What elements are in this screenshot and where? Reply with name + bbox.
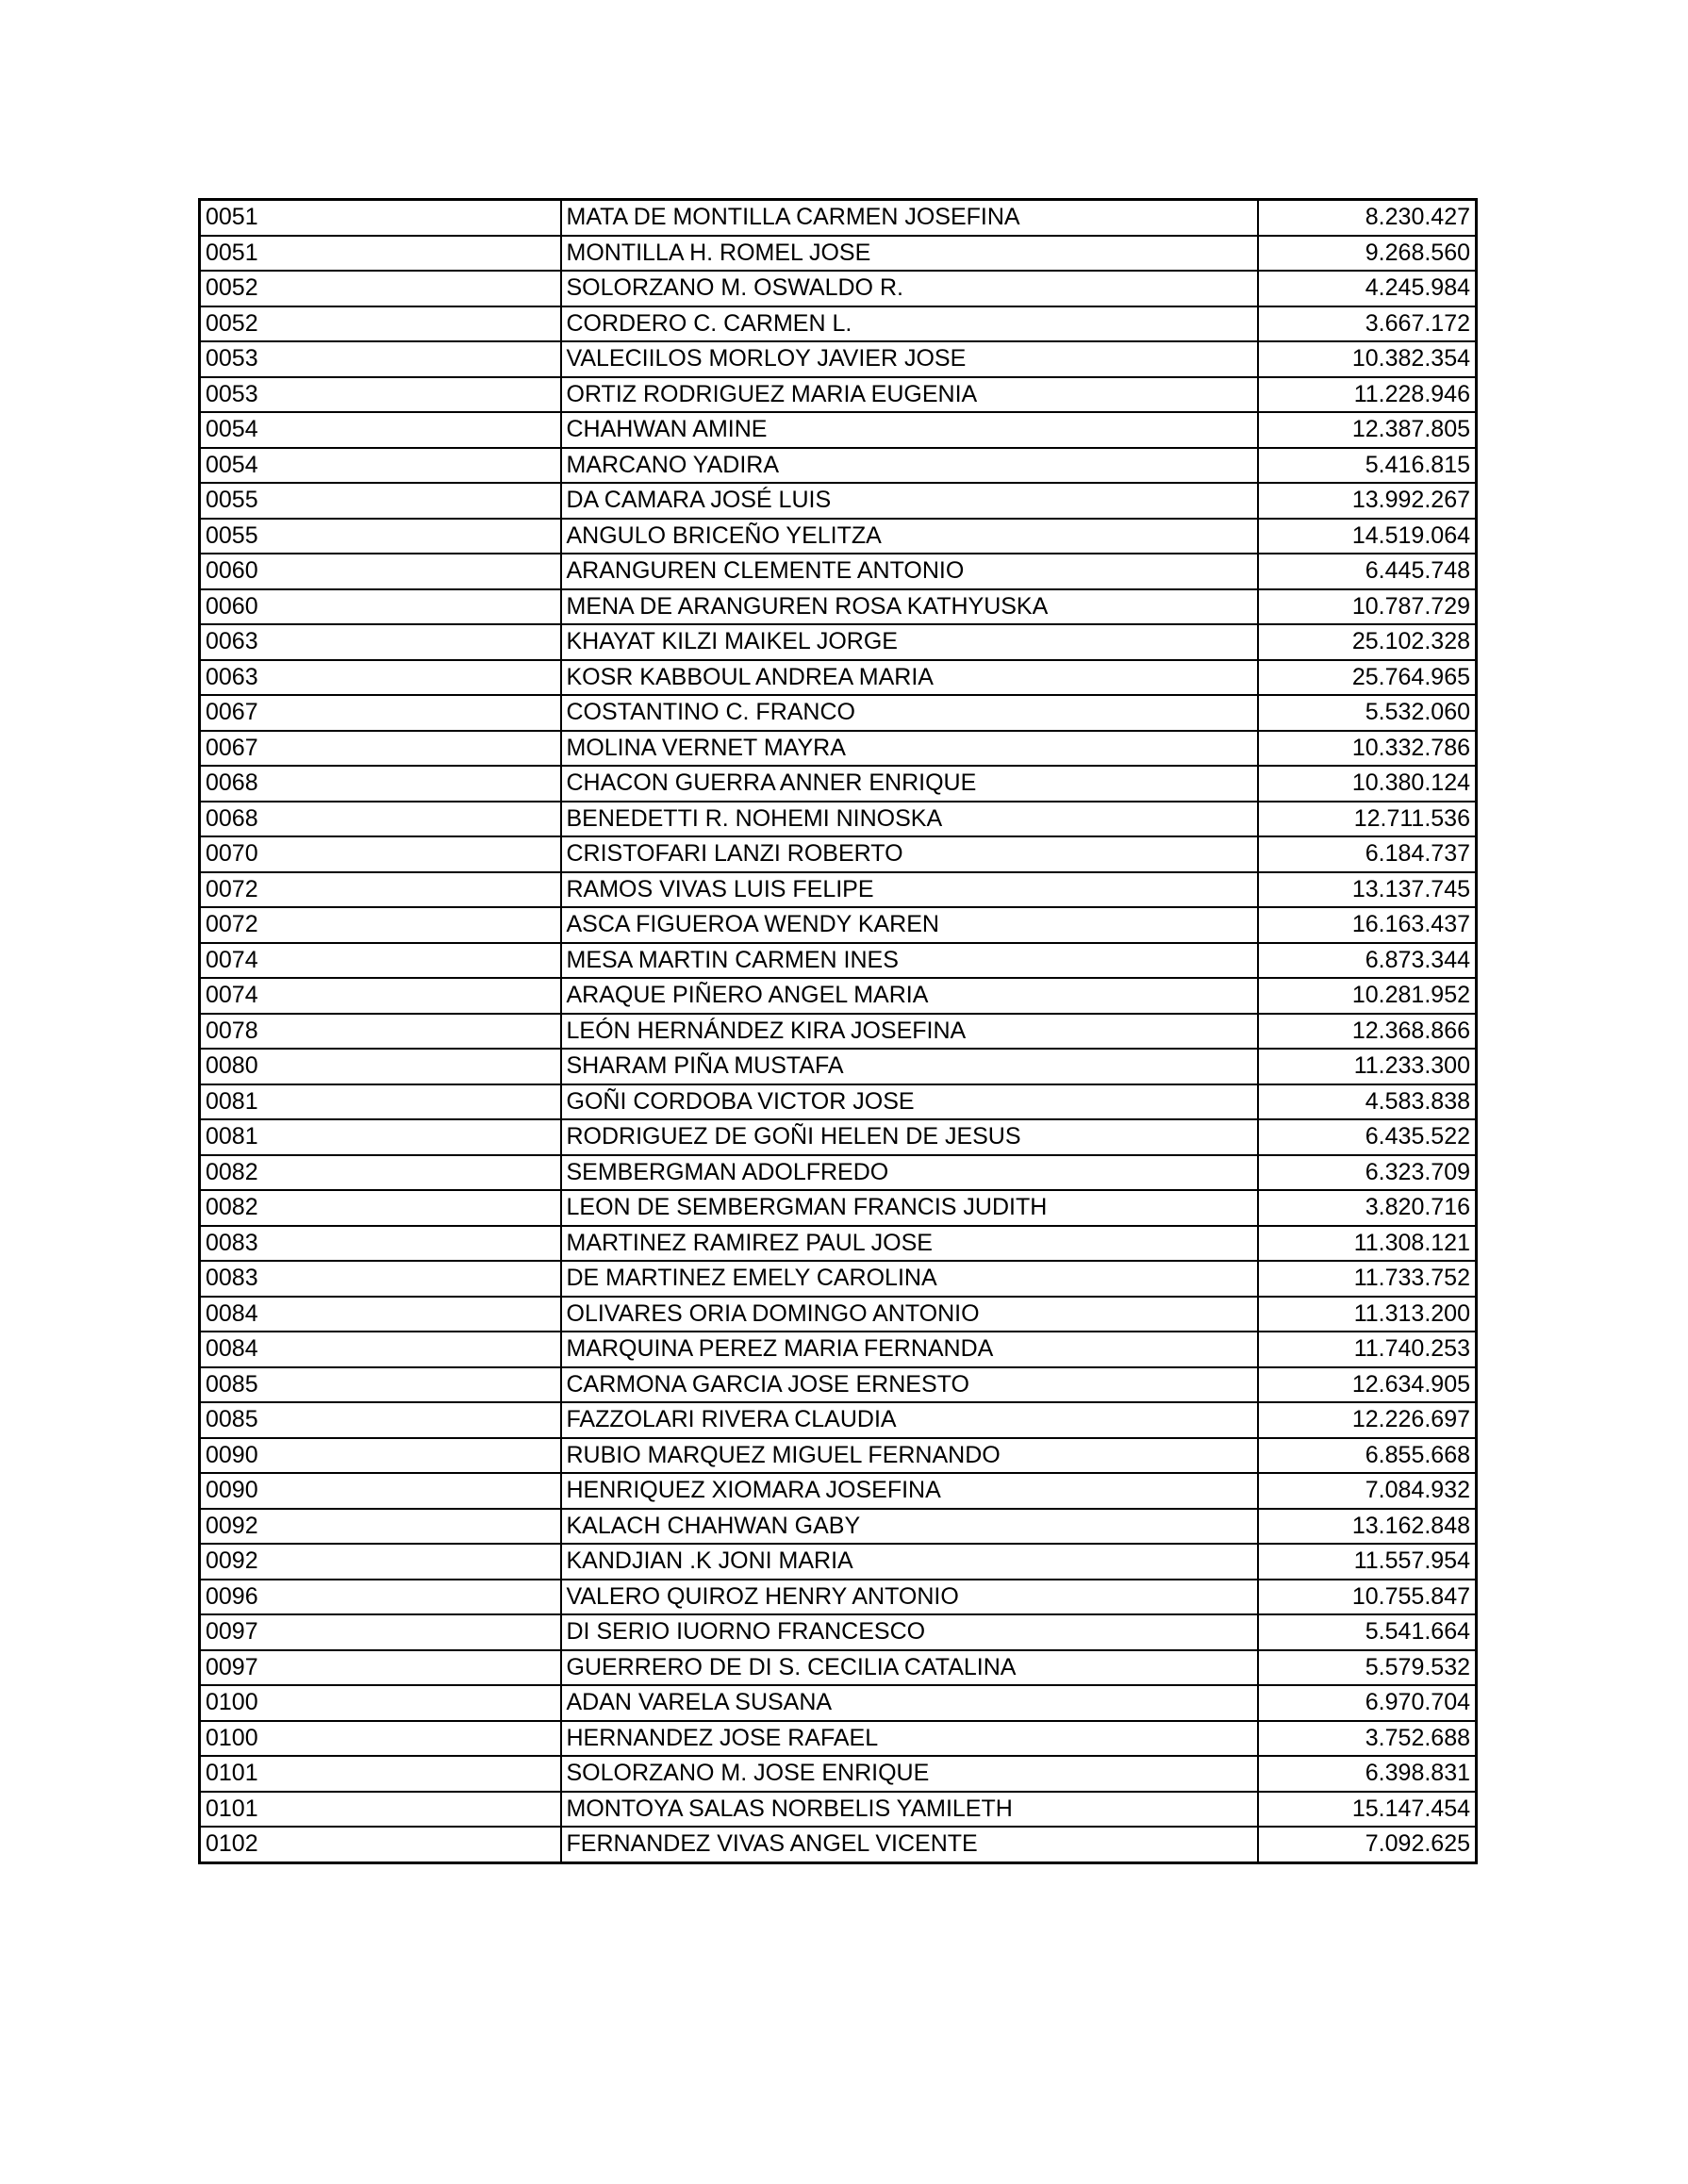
name-cell: KANDJIAN .K JONI MARIA xyxy=(561,1544,1258,1580)
name-cell: VALECIILOS MORLOY JAVIER JOSE xyxy=(561,341,1258,377)
code-cell: 0081 xyxy=(200,1084,561,1120)
name-cell: SEMBERGMAN ADOLFREDO xyxy=(561,1155,1258,1191)
table-row xyxy=(200,766,1477,802)
table-row xyxy=(200,1650,1477,1686)
table-row xyxy=(200,1438,1477,1474)
table-row xyxy=(200,1367,1477,1403)
code-cell: 0082 xyxy=(200,1190,561,1226)
name-cell: HERNANDEZ JOSE RAFAEL xyxy=(561,1721,1258,1757)
amount-cell: 11.308.121 xyxy=(1258,1226,1477,1262)
amount-cell: 5.579.532 xyxy=(1258,1650,1477,1686)
records-table-body xyxy=(200,200,1477,1863)
table-row xyxy=(200,1084,1477,1120)
name-cell: ANGULO BRICEÑO YELITZA xyxy=(561,519,1258,554)
amount-cell: 6.398.831 xyxy=(1258,1756,1477,1792)
table-row xyxy=(200,306,1477,342)
name-cell: CRISTOFARI LANZI ROBERTO xyxy=(561,836,1258,872)
code-cell: 0097 xyxy=(200,1614,561,1650)
amount-cell: 16.163.437 xyxy=(1258,907,1477,943)
amount-cell: 10.281.952 xyxy=(1258,978,1477,1014)
table-row xyxy=(200,872,1477,908)
name-cell: VALERO QUIROZ HENRY ANTONIO xyxy=(561,1580,1258,1615)
name-cell: ARAQUE PIÑERO ANGEL MARIA xyxy=(561,978,1258,1014)
name-cell: MENA DE ARANGUREN ROSA KATHYUSKA xyxy=(561,589,1258,625)
table-row xyxy=(200,1685,1477,1721)
amount-cell: 10.332.786 xyxy=(1258,731,1477,767)
table-row xyxy=(200,836,1477,872)
table-row xyxy=(200,1756,1477,1792)
name-cell: DI SERIO IUORNO FRANCESCO xyxy=(561,1614,1258,1650)
code-cell: 0080 xyxy=(200,1049,561,1084)
amount-cell: 14.519.064 xyxy=(1258,519,1477,554)
amount-cell: 6.435.522 xyxy=(1258,1119,1477,1155)
code-cell: 0074 xyxy=(200,943,561,979)
code-cell: 0092 xyxy=(200,1509,561,1545)
table-row xyxy=(200,1721,1477,1757)
name-cell: CHACON GUERRA ANNER ENRIQUE xyxy=(561,766,1258,802)
table-row xyxy=(200,377,1477,413)
name-cell: RODRIGUEZ DE GOÑI HELEN DE JESUS xyxy=(561,1119,1258,1155)
name-cell: DE MARTINEZ EMELY CAROLINA xyxy=(561,1261,1258,1297)
name-cell: MARQUINA PEREZ MARIA FERNANDA xyxy=(561,1332,1258,1367)
table-row xyxy=(200,802,1477,837)
amount-cell: 5.416.815 xyxy=(1258,448,1477,484)
table-row xyxy=(200,1049,1477,1084)
amount-cell: 11.233.300 xyxy=(1258,1049,1477,1084)
amount-cell: 3.667.172 xyxy=(1258,306,1477,342)
table-row xyxy=(200,519,1477,554)
name-cell: GUERRERO DE DI S. CECILIA CATALINA xyxy=(561,1650,1258,1686)
table-row xyxy=(200,1509,1477,1545)
amount-cell: 12.634.905 xyxy=(1258,1367,1477,1403)
amount-cell: 15.147.454 xyxy=(1258,1792,1477,1828)
code-cell: 0090 xyxy=(200,1473,561,1509)
table-row xyxy=(200,200,1477,236)
table-row xyxy=(200,341,1477,377)
code-cell: 0072 xyxy=(200,872,561,908)
table-row xyxy=(200,554,1477,589)
name-cell: MESA MARTIN CARMEN INES xyxy=(561,943,1258,979)
code-cell: 0084 xyxy=(200,1297,561,1332)
amount-cell: 13.137.745 xyxy=(1258,872,1477,908)
name-cell: HENRIQUEZ XIOMARA JOSEFINA xyxy=(561,1473,1258,1509)
name-cell: FAZZOLARI RIVERA CLAUDIA xyxy=(561,1402,1258,1438)
code-cell: 0081 xyxy=(200,1119,561,1155)
code-cell: 0067 xyxy=(200,731,561,767)
code-cell: 0063 xyxy=(200,624,561,660)
amount-cell: 10.787.729 xyxy=(1258,589,1477,625)
code-cell: 0101 xyxy=(200,1792,561,1828)
amount-cell: 11.228.946 xyxy=(1258,377,1477,413)
table-row xyxy=(200,1580,1477,1615)
code-cell: 0055 xyxy=(200,519,561,554)
amount-cell: 11.733.752 xyxy=(1258,1261,1477,1297)
name-cell: CHAHWAN AMINE xyxy=(561,412,1258,448)
code-cell: 0051 xyxy=(200,200,561,236)
name-cell: MARTINEZ RAMIREZ PAUL JOSE xyxy=(561,1226,1258,1262)
amount-cell: 7.092.625 xyxy=(1258,1827,1477,1862)
table-row xyxy=(200,1402,1477,1438)
table-row xyxy=(200,731,1477,767)
table-row xyxy=(200,1190,1477,1226)
amount-cell: 6.445.748 xyxy=(1258,554,1477,589)
code-cell: 0102 xyxy=(200,1827,561,1862)
amount-cell: 25.102.328 xyxy=(1258,624,1477,660)
code-cell: 0085 xyxy=(200,1367,561,1403)
table-row xyxy=(200,1332,1477,1367)
name-cell: GOÑI CORDOBA VICTOR JOSE xyxy=(561,1084,1258,1120)
table-row xyxy=(200,1119,1477,1155)
code-cell: 0085 xyxy=(200,1402,561,1438)
amount-cell: 3.820.716 xyxy=(1258,1190,1477,1226)
table-row xyxy=(200,978,1477,1014)
code-cell: 0090 xyxy=(200,1438,561,1474)
amount-cell: 10.755.847 xyxy=(1258,1580,1477,1615)
amount-cell: 6.873.344 xyxy=(1258,943,1477,979)
table-row xyxy=(200,660,1477,696)
name-cell: KOSR KABBOUL ANDREA MARIA xyxy=(561,660,1258,696)
code-cell: 0078 xyxy=(200,1014,561,1050)
name-cell: LEON DE SEMBERGMAN FRANCIS JUDITH xyxy=(561,1190,1258,1226)
name-cell: SOLORZANO M. OSWALDO R. xyxy=(561,271,1258,306)
code-cell: 0051 xyxy=(200,236,561,272)
table-row xyxy=(200,695,1477,731)
amount-cell: 4.245.984 xyxy=(1258,271,1477,306)
table-row xyxy=(200,943,1477,979)
table-row xyxy=(200,1544,1477,1580)
amount-cell: 5.541.664 xyxy=(1258,1614,1477,1650)
amount-cell: 9.268.560 xyxy=(1258,236,1477,272)
name-cell: SOLORZANO M. JOSE ENRIQUE xyxy=(561,1756,1258,1792)
table-row xyxy=(200,448,1477,484)
amount-cell: 11.313.200 xyxy=(1258,1297,1477,1332)
amount-cell: 10.380.124 xyxy=(1258,766,1477,802)
amount-cell: 6.323.709 xyxy=(1258,1155,1477,1191)
name-cell: LEÓN HERNÁNDEZ KIRA JOSEFINA xyxy=(561,1014,1258,1050)
name-cell: CARMONA GARCIA JOSE ERNESTO xyxy=(561,1367,1258,1403)
amount-cell: 13.162.848 xyxy=(1258,1509,1477,1545)
name-cell: KALACH CHAHWAN GABY xyxy=(561,1509,1258,1545)
table-row xyxy=(200,412,1477,448)
table-row xyxy=(200,1155,1477,1191)
name-cell: RAMOS VIVAS LUIS FELIPE xyxy=(561,872,1258,908)
name-cell: DA CAMARA JOSÉ LUIS xyxy=(561,483,1258,519)
code-cell: 0068 xyxy=(200,802,561,837)
code-cell: 0101 xyxy=(200,1756,561,1792)
code-cell: 0082 xyxy=(200,1155,561,1191)
code-cell: 0092 xyxy=(200,1544,561,1580)
table-row xyxy=(200,1473,1477,1509)
name-cell: CORDERO C. CARMEN L. xyxy=(561,306,1258,342)
amount-cell: 3.752.688 xyxy=(1258,1721,1477,1757)
code-cell: 0067 xyxy=(200,695,561,731)
name-cell: MOLINA VERNET MAYRA xyxy=(561,731,1258,767)
code-cell: 0100 xyxy=(200,1685,561,1721)
code-cell: 0054 xyxy=(200,412,561,448)
code-cell: 0068 xyxy=(200,766,561,802)
table-row xyxy=(200,624,1477,660)
name-cell: ADAN VARELA SUSANA xyxy=(561,1685,1258,1721)
code-cell: 0053 xyxy=(200,377,561,413)
code-cell: 0083 xyxy=(200,1226,561,1262)
amount-cell: 6.184.737 xyxy=(1258,836,1477,872)
amount-cell: 5.532.060 xyxy=(1258,695,1477,731)
amount-cell: 13.992.267 xyxy=(1258,483,1477,519)
amount-cell: 12.387.805 xyxy=(1258,412,1477,448)
table-row xyxy=(200,1226,1477,1262)
amount-cell: 11.557.954 xyxy=(1258,1544,1477,1580)
code-cell: 0060 xyxy=(200,554,561,589)
amount-cell: 7.084.932 xyxy=(1258,1473,1477,1509)
amount-cell: 11.740.253 xyxy=(1258,1332,1477,1367)
name-cell: BENEDETTI R. NOHEMI NINOSKA xyxy=(561,802,1258,837)
amount-cell: 25.764.965 xyxy=(1258,660,1477,696)
code-cell: 0084 xyxy=(200,1332,561,1367)
table-row xyxy=(200,589,1477,625)
name-cell: ORTIZ RODRIGUEZ MARIA EUGENIA xyxy=(561,377,1258,413)
code-cell: 0053 xyxy=(200,341,561,377)
name-cell: COSTANTINO C. FRANCO xyxy=(561,695,1258,731)
code-cell: 0074 xyxy=(200,978,561,1014)
amount-cell: 6.855.668 xyxy=(1258,1438,1477,1474)
name-cell: OLIVARES ORIA DOMINGO ANTONIO xyxy=(561,1297,1258,1332)
table-row xyxy=(200,1261,1477,1297)
name-cell: MONTOYA SALAS NORBELIS YAMILETH xyxy=(561,1792,1258,1828)
name-cell: FERNANDEZ VIVAS ANGEL VICENTE xyxy=(561,1827,1258,1862)
name-cell: MATA DE MONTILLA CARMEN JOSEFINA xyxy=(561,200,1258,236)
code-cell: 0072 xyxy=(200,907,561,943)
amount-cell: 8.230.427 xyxy=(1258,200,1477,236)
code-cell: 0063 xyxy=(200,660,561,696)
table-row xyxy=(200,483,1477,519)
table-row xyxy=(200,271,1477,306)
code-cell: 0055 xyxy=(200,483,561,519)
table-row xyxy=(200,1792,1477,1828)
name-cell: KHAYAT KILZI MAIKEL JORGE xyxy=(561,624,1258,660)
code-cell: 0100 xyxy=(200,1721,561,1757)
amount-cell: 6.970.704 xyxy=(1258,1685,1477,1721)
amount-cell: 4.583.838 xyxy=(1258,1084,1477,1120)
amount-cell: 12.368.866 xyxy=(1258,1014,1477,1050)
records-table xyxy=(198,198,1478,1864)
name-cell: RUBIO MARQUEZ MIGUEL FERNANDO xyxy=(561,1438,1258,1474)
name-cell: MONTILLA H. ROMEL JOSE xyxy=(561,236,1258,272)
amount-cell: 10.382.354 xyxy=(1258,341,1477,377)
name-cell: MARCANO YADIRA xyxy=(561,448,1258,484)
table-row xyxy=(200,1014,1477,1050)
table-row xyxy=(200,236,1477,272)
code-cell: 0097 xyxy=(200,1650,561,1686)
code-cell: 0052 xyxy=(200,271,561,306)
code-cell: 0096 xyxy=(200,1580,561,1615)
table-row xyxy=(200,1827,1477,1862)
table-row xyxy=(200,1297,1477,1332)
amount-cell: 12.226.697 xyxy=(1258,1402,1477,1438)
code-cell: 0054 xyxy=(200,448,561,484)
code-cell: 0060 xyxy=(200,589,561,625)
name-cell: SHARAM PIÑA MUSTAFA xyxy=(561,1049,1258,1084)
code-cell: 0083 xyxy=(200,1261,561,1297)
table-row xyxy=(200,1614,1477,1650)
amount-cell: 12.711.536 xyxy=(1258,802,1477,837)
code-cell: 0070 xyxy=(200,836,561,872)
code-cell: 0052 xyxy=(200,306,561,342)
table-row xyxy=(200,907,1477,943)
name-cell: ASCA FIGUEROA WENDY KAREN xyxy=(561,907,1258,943)
name-cell: ARANGUREN CLEMENTE ANTONIO xyxy=(561,554,1258,589)
